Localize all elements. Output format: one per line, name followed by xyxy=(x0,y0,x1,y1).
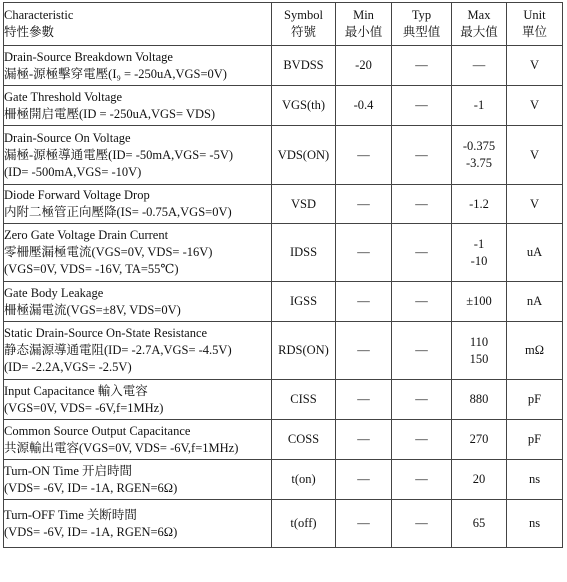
symbol-cell-value: CISS xyxy=(290,392,317,406)
characteristic-text: Gate Body Leakage xyxy=(4,285,104,300)
typ-cell-value: — xyxy=(415,196,428,211)
symbol-cell xyxy=(272,46,336,86)
max-cell xyxy=(452,322,507,380)
symbol-cell xyxy=(272,282,336,322)
symbol-cell xyxy=(272,185,336,224)
max-value: -1 xyxy=(473,98,485,112)
unit-cell-value: nA xyxy=(526,294,543,308)
characteristic-text: 漏極-源極擊穿電壓(I₉ = -250uA,VGS=0V) xyxy=(4,66,227,81)
characteristic-cell xyxy=(4,500,272,548)
characteristic-text: Gate Threshold Voltage xyxy=(4,89,123,104)
typ-cell xyxy=(392,460,452,500)
symbol-cell xyxy=(272,460,336,500)
characteristic-cell xyxy=(4,126,272,185)
min-cell xyxy=(336,46,392,86)
header-min: Min 最小值 xyxy=(336,3,392,46)
max-value: — xyxy=(472,58,486,72)
unit-cell-value: mΩ xyxy=(524,343,544,357)
typ-cell xyxy=(392,126,452,185)
unit-cell xyxy=(507,282,563,322)
symbol-cell-value: VGS(th) xyxy=(281,98,326,112)
table-row xyxy=(4,46,563,86)
symbol-cell-value: VDS(ON) xyxy=(277,147,330,162)
characteristic-text: (VDS= -6V, ID= -1A, RGEN=6Ω) xyxy=(4,480,178,495)
characteristic-cell xyxy=(4,224,272,282)
max-value: -3.75 xyxy=(465,156,493,170)
table-row xyxy=(4,224,563,282)
header-symbol: Symbol 符號 xyxy=(272,3,336,46)
table-row xyxy=(4,500,563,548)
typ-cell xyxy=(392,224,452,282)
characteristic-cell xyxy=(4,380,272,420)
min-cell xyxy=(336,185,392,224)
max-value: 65 xyxy=(472,516,486,530)
table-row xyxy=(4,86,563,126)
characteristic-text: (VDS= -6V, ID= -1A, RGEN=6Ω) xyxy=(4,524,178,539)
unit-cell xyxy=(507,500,563,548)
header-row xyxy=(4,3,563,46)
min-cell xyxy=(336,282,392,322)
unit-cell-value: ns xyxy=(528,516,541,530)
characteristic-text: Common Source Output Capacitance xyxy=(4,423,191,438)
typ-cell xyxy=(392,185,452,224)
unit-cell xyxy=(507,380,563,420)
unit-cell xyxy=(507,460,563,500)
unit-cell-value: uA xyxy=(526,245,543,259)
characteristic-text: Zero Gate Voltage Drain Current xyxy=(4,228,169,242)
characteristic-cell xyxy=(4,322,272,380)
min-cell-value: — xyxy=(357,294,370,308)
symbol-cell xyxy=(272,322,336,380)
header-max: Max 最大值 xyxy=(452,3,507,46)
min-cell-value: — xyxy=(357,516,370,530)
max-cell xyxy=(452,126,507,185)
symbol-cell-value: VSD xyxy=(290,196,316,211)
characteristic-cell xyxy=(4,420,272,460)
symbol-cell xyxy=(272,86,336,126)
characteristic-text: (VGS=0V, VDS= -6V,f=1MHz) xyxy=(4,400,164,415)
characteristic-text: Input Capacitance 輸入電容 xyxy=(4,383,148,398)
symbol-cell-value: IDSS xyxy=(289,245,318,259)
min-cell-value: -20 xyxy=(355,58,372,72)
max-value: -1.2 xyxy=(469,196,489,211)
min-cell-value: -0.4 xyxy=(353,98,374,112)
characteristic-text: Turn-OFF Time 关断時間 xyxy=(4,507,137,522)
unit-cell-value: pF xyxy=(527,392,542,406)
unit-cell-value: V xyxy=(529,147,540,162)
characteristic-cell xyxy=(4,185,272,224)
table-row xyxy=(4,460,563,500)
characteristic-text: (ID= -500mA,VGS= -10V) xyxy=(4,164,142,179)
typ-cell xyxy=(392,282,452,322)
min-cell xyxy=(336,380,392,420)
max-value: 20 xyxy=(472,472,486,486)
min-cell xyxy=(336,460,392,500)
max-value: 270 xyxy=(469,432,489,446)
header-characteristic: Characteristic 特性參數 xyxy=(4,3,272,46)
max-cell xyxy=(452,500,507,548)
table-row xyxy=(4,420,563,460)
typ-cell-value: — xyxy=(415,98,428,112)
typ-cell xyxy=(392,500,452,548)
symbol-cell-value: RDS(ON) xyxy=(278,343,329,357)
max-value: -0.375 xyxy=(462,139,496,153)
table-row xyxy=(4,126,563,185)
symbol-cell-value: BVDSS xyxy=(283,58,324,72)
unit-cell-value: V xyxy=(529,196,540,211)
characteristic-text: (VGS=0V, VDS= -16V, TA=55℃) xyxy=(4,262,179,276)
symbol-cell xyxy=(272,500,336,548)
min-cell-value: — xyxy=(357,343,370,357)
min-cell xyxy=(336,500,392,548)
min-cell-value: — xyxy=(357,245,370,259)
max-cell xyxy=(452,460,507,500)
typ-cell-value: — xyxy=(415,147,428,162)
min-cell-value: — xyxy=(357,392,370,406)
min-cell xyxy=(336,86,392,126)
unit-cell-value: V xyxy=(529,98,540,112)
characteristic-text: 静态漏源導通電阻(ID= -2.7A,VGS= -4.5V) xyxy=(4,343,232,357)
typ-cell xyxy=(392,46,452,86)
max-value: -10 xyxy=(470,253,488,268)
symbol-cell-value: t(on) xyxy=(291,472,316,486)
characteristics-table xyxy=(3,2,563,548)
table-row xyxy=(4,185,563,224)
header-typ: Typ 典型值 xyxy=(392,3,452,46)
characteristic-text: Diode Forward Voltage Drop xyxy=(4,188,150,202)
table-row xyxy=(4,282,563,322)
characteristic-text: Drain-Source Breakdown Voltage xyxy=(4,49,173,64)
symbol-cell xyxy=(272,380,336,420)
max-cell xyxy=(452,46,507,86)
max-cell xyxy=(452,282,507,322)
min-cell-value: — xyxy=(357,196,370,211)
typ-cell-value: — xyxy=(415,392,428,406)
max-cell xyxy=(452,86,507,126)
min-cell-value: — xyxy=(357,472,370,486)
unit-cell-value: ns xyxy=(528,472,541,486)
typ-cell-value: — xyxy=(415,58,428,72)
max-cell xyxy=(452,420,507,460)
unit-cell-value: pF xyxy=(527,432,542,446)
max-value: 880 xyxy=(469,392,489,406)
unit-cell xyxy=(507,322,563,380)
symbol-cell-value: t(off) xyxy=(290,516,317,530)
characteristic-text: 柵極漏電流(VGS=±8V, VDS=0V) xyxy=(4,302,181,317)
max-cell xyxy=(452,380,507,420)
characteristic-text: 柵極開启電壓(ID = -250uA,VGS= VDS) xyxy=(4,106,216,121)
characteristic-cell xyxy=(4,46,272,86)
characteristic-cell xyxy=(4,460,272,500)
min-cell xyxy=(336,322,392,380)
typ-cell-value: — xyxy=(415,294,428,308)
unit-cell xyxy=(507,224,563,282)
symbol-cell-value: IGSS xyxy=(289,294,318,308)
unit-cell xyxy=(507,185,563,224)
characteristic-text: (ID= -2.2A,VGS= -2.5V) xyxy=(4,360,132,374)
typ-cell-value: — xyxy=(415,343,428,357)
typ-cell-value: — xyxy=(415,432,428,446)
characteristic-cell xyxy=(4,282,272,322)
typ-cell xyxy=(392,86,452,126)
characteristic-text: Drain-Source On Voltage xyxy=(4,130,131,145)
characteristic-text: Turn-ON Time 开启時間 xyxy=(4,463,133,478)
typ-cell xyxy=(392,380,452,420)
symbol-cell-value: COSS xyxy=(287,432,320,446)
typ-cell-value: — xyxy=(415,472,428,486)
min-cell-value: — xyxy=(357,432,370,446)
max-cell xyxy=(452,224,507,282)
max-value: ±100 xyxy=(466,294,492,308)
min-cell xyxy=(336,224,392,282)
characteristic-text: 漏極-源極導通電壓(ID= -50mA,VGS= -5V) xyxy=(4,147,234,162)
unit-cell xyxy=(507,420,563,460)
characteristic-text: 共源輸出電容(VGS=0V, VDS= -6V,f=1MHz) xyxy=(4,440,239,455)
max-value: 110 xyxy=(469,334,489,349)
max-value: 150 xyxy=(469,351,489,366)
symbol-cell xyxy=(272,126,336,185)
unit-cell xyxy=(507,126,563,185)
characteristic-text: 内附二極管正向壓降(IS= -0.75A,VGS=0V) xyxy=(4,205,232,219)
max-value: -1 xyxy=(473,236,485,251)
characteristic-text: Static Drain-Source On-State Resistance xyxy=(4,326,208,340)
table-row xyxy=(4,322,563,380)
min-cell xyxy=(336,420,392,460)
characteristic-cell xyxy=(4,86,272,126)
min-cell xyxy=(336,126,392,185)
table-row xyxy=(4,380,563,420)
header-unit: Unit 單位 xyxy=(507,3,563,46)
unit-cell-value: V xyxy=(529,58,540,72)
typ-cell-value: — xyxy=(415,245,428,259)
unit-cell xyxy=(507,86,563,126)
typ-cell xyxy=(392,322,452,380)
characteristic-text: 零柵壓漏極電流(VGS=0V, VDS= -16V) xyxy=(4,245,213,259)
typ-cell-value: — xyxy=(415,516,428,530)
symbol-cell xyxy=(272,420,336,460)
typ-cell xyxy=(392,420,452,460)
max-cell xyxy=(452,185,507,224)
unit-cell xyxy=(507,46,563,86)
symbol-cell xyxy=(272,224,336,282)
min-cell-value: — xyxy=(357,147,370,162)
table-body xyxy=(4,46,563,548)
